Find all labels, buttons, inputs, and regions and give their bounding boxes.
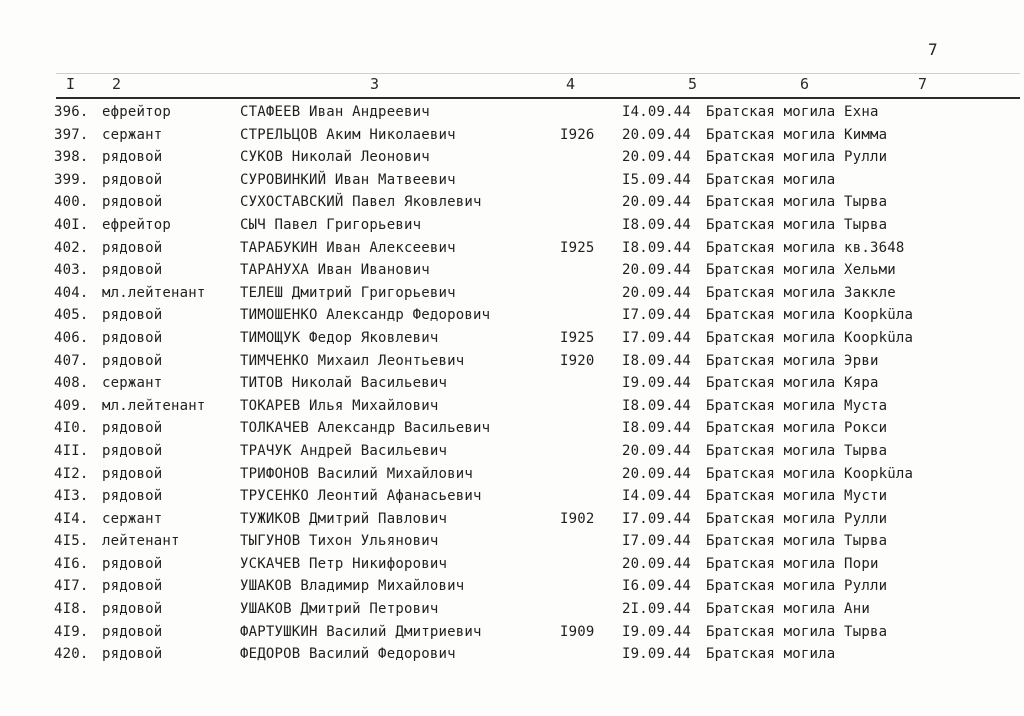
row-burial-place: Братская могила Коорküла bbox=[706, 465, 914, 482]
row-birth-year: I925 bbox=[560, 329, 595, 346]
row-burial-place: Братская могила Рулли bbox=[706, 510, 888, 527]
row-number: 4I4. bbox=[54, 510, 89, 527]
column-header-5: 5 bbox=[688, 75, 698, 93]
row-number: 399. bbox=[54, 171, 89, 188]
row-rank: рядовой bbox=[102, 239, 163, 256]
row-rank: рядовой bbox=[102, 488, 163, 505]
row-number: 40I. bbox=[54, 216, 89, 233]
row-full-name: УСКАЧЕВ Петр Никифорович bbox=[240, 555, 448, 572]
row-death-date: I8.09.44 bbox=[622, 397, 692, 414]
row-number: 4I5. bbox=[54, 533, 89, 550]
row-number: 4I2. bbox=[54, 465, 89, 482]
row-death-date: I5.09.44 bbox=[622, 171, 692, 188]
column-header-2: 2 bbox=[112, 75, 122, 93]
list-row bbox=[0, 238, 1024, 261]
row-rank: лейтенант bbox=[102, 533, 180, 550]
row-rank: рядовой bbox=[102, 171, 163, 188]
column-header-4: 4 bbox=[566, 75, 576, 93]
row-full-name: ТЕЛЕШ Дмитрий Григорьевич bbox=[240, 284, 456, 301]
list-row bbox=[0, 464, 1024, 487]
row-death-date: I8.09.44 bbox=[622, 216, 692, 233]
list-row bbox=[0, 192, 1024, 215]
row-death-date: 20.09.44 bbox=[622, 284, 692, 301]
row-burial-place: Братская могила Кяра bbox=[706, 375, 879, 392]
list-row bbox=[0, 283, 1024, 306]
row-full-name: ТИМЧЕНКО Михаил Леонтьевич bbox=[240, 352, 465, 369]
row-full-name: УШАКОВ Владимир Михайлович bbox=[240, 578, 465, 595]
row-burial-place: Братская могила bbox=[706, 646, 836, 663]
row-death-date: I4.09.44 bbox=[622, 104, 692, 120]
row-number: 420. bbox=[54, 646, 89, 663]
row-death-date: I7.09.44 bbox=[622, 533, 692, 550]
row-birth-year: I925 bbox=[560, 239, 595, 256]
row-death-date: I7.09.44 bbox=[622, 510, 692, 527]
list-row bbox=[0, 418, 1024, 441]
row-rank: рядовой bbox=[102, 307, 163, 324]
column-header-6: 6 bbox=[800, 75, 810, 93]
row-full-name: СТАФЕЕВ Иван Андреевич bbox=[240, 104, 430, 120]
row-full-name: ТРАЧУК Андрей Васильевич bbox=[240, 442, 448, 459]
row-burial-place: Братская могила Коорküла bbox=[706, 307, 914, 324]
row-full-name: СТРЕЛЬЦОВ Аким Николаевич bbox=[240, 126, 456, 143]
row-death-date: I6.09.44 bbox=[622, 578, 692, 595]
row-rank: рядовой bbox=[102, 329, 163, 346]
row-number: 4I3. bbox=[54, 488, 89, 505]
row-number: 408. bbox=[54, 375, 89, 392]
row-number: 407. bbox=[54, 352, 89, 369]
row-full-name: СУХОСТАВСКИЙ Павел Яковлевич bbox=[240, 194, 482, 211]
row-burial-place: Братская могила Ехна bbox=[706, 104, 879, 120]
list-row bbox=[0, 373, 1024, 396]
row-full-name: СУКОВ Николай Леонович bbox=[240, 149, 430, 166]
row-rank: сержант bbox=[102, 126, 163, 143]
row-rank: рядовой bbox=[102, 149, 163, 166]
column-header-3: 3 bbox=[370, 75, 380, 93]
row-number: 397. bbox=[54, 126, 89, 143]
row-number: 4I6. bbox=[54, 555, 89, 572]
row-rank: ефрейтор bbox=[102, 104, 172, 120]
row-full-name: СУРОВИНКИЙ Иван Матвеевич bbox=[240, 171, 456, 188]
row-death-date: 2I.09.44 bbox=[622, 601, 692, 618]
row-burial-place: Братская могила Коорküла bbox=[706, 329, 914, 346]
list-row bbox=[0, 622, 1024, 645]
row-rank: рядовой bbox=[102, 262, 163, 279]
list-row bbox=[0, 215, 1024, 238]
row-burial-place: Братская могила Эрви bbox=[706, 352, 879, 369]
row-burial-place: Братская могила Ани bbox=[706, 601, 870, 618]
row-burial-place: Братская могила Хельми bbox=[706, 262, 896, 279]
row-death-date: I7.09.44 bbox=[622, 329, 692, 346]
row-full-name: ТУЖИКОВ Дмитрий Павлович bbox=[240, 510, 448, 527]
list-row bbox=[0, 644, 1024, 667]
row-death-date: I7.09.44 bbox=[622, 307, 692, 324]
row-number: 404. bbox=[54, 284, 89, 301]
row-death-date: I9.09.44 bbox=[622, 623, 692, 640]
burial-list bbox=[0, 102, 1024, 667]
row-rank: мл.лейтенант bbox=[102, 397, 206, 414]
row-death-date: 20.09.44 bbox=[622, 149, 692, 166]
row-rank: рядовой bbox=[102, 420, 163, 437]
row-number: 4I7. bbox=[54, 578, 89, 595]
row-burial-place: Братская могила Тырва bbox=[706, 623, 888, 640]
row-number: 4II. bbox=[54, 442, 89, 459]
row-death-date: I8.09.44 bbox=[622, 420, 692, 437]
row-full-name: ТИМОЩУК Федор Яковлевич bbox=[240, 329, 439, 346]
column-header-row bbox=[0, 75, 1024, 95]
row-death-date: I8.09.44 bbox=[622, 239, 692, 256]
row-number: 406. bbox=[54, 329, 89, 346]
row-full-name: СЫЧ Павел Григорьевич bbox=[240, 216, 422, 233]
row-death-date: 20.09.44 bbox=[622, 194, 692, 211]
list-row bbox=[0, 305, 1024, 328]
top-faint-rule bbox=[56, 73, 1020, 74]
row-number: 4I9. bbox=[54, 623, 89, 640]
list-row bbox=[0, 441, 1024, 464]
row-burial-place: Братская могила Рулли bbox=[706, 578, 888, 595]
list-row bbox=[0, 125, 1024, 148]
row-burial-place: Братская могила Тырва bbox=[706, 194, 888, 211]
row-number: 4I8. bbox=[54, 601, 89, 618]
row-rank: ефрейтор bbox=[102, 216, 172, 233]
row-burial-place: Братская могила Тырва bbox=[706, 216, 888, 233]
row-full-name: ТАРАНУХА Иван Иванович bbox=[240, 262, 430, 279]
row-burial-place: Братская могила кв.3648 bbox=[706, 239, 905, 256]
row-full-name: ТЫГУНОВ Тихон Ульянович bbox=[240, 533, 439, 550]
row-number: 4I0. bbox=[54, 420, 89, 437]
row-birth-year: I909 bbox=[560, 623, 595, 640]
row-death-date: 20.09.44 bbox=[622, 442, 692, 459]
row-number: 396. bbox=[54, 104, 89, 120]
row-rank: рядовой bbox=[102, 194, 163, 211]
list-row bbox=[0, 170, 1024, 193]
row-burial-place: Братская могила Рулли bbox=[706, 149, 888, 166]
column-header-7: 7 bbox=[918, 75, 928, 93]
list-row bbox=[0, 102, 1024, 125]
row-rank: сержант bbox=[102, 510, 163, 527]
list-row bbox=[0, 554, 1024, 577]
list-row bbox=[0, 396, 1024, 419]
row-full-name: ТРУСЕНКО Леонтий Афанасьевич bbox=[240, 488, 482, 505]
row-full-name: ФЕДОРОВ Василий Федорович bbox=[240, 646, 456, 663]
row-rank: рядовой bbox=[102, 352, 163, 369]
row-rank: рядовой bbox=[102, 555, 163, 572]
header-rule bbox=[56, 97, 1020, 99]
row-number: 402. bbox=[54, 239, 89, 256]
row-death-date: I9.09.44 bbox=[622, 375, 692, 392]
column-header-1: I bbox=[66, 75, 76, 93]
row-full-name: ТОЛКАЧЕВ Александр Васильевич bbox=[240, 420, 491, 437]
row-birth-year: I926 bbox=[560, 126, 595, 143]
row-burial-place: Братская могила Тырва bbox=[706, 533, 888, 550]
list-row bbox=[0, 260, 1024, 283]
row-burial-place: Братская могила bbox=[706, 171, 836, 188]
row-birth-year: I920 bbox=[560, 352, 595, 369]
row-full-name: ФАРТУШКИН Василий Дмитриевич bbox=[240, 623, 482, 640]
row-death-date: 20.09.44 bbox=[622, 126, 692, 143]
row-burial-place: Братская могила Рокси bbox=[706, 420, 888, 437]
list-row bbox=[0, 328, 1024, 351]
row-number: 398. bbox=[54, 149, 89, 166]
row-full-name: ТИТОВ Николай Васильевич bbox=[240, 375, 448, 392]
row-rank: мл.лейтенант bbox=[102, 284, 206, 301]
row-rank: сержант bbox=[102, 375, 163, 392]
row-full-name: УШАКОВ Дмитрий Петрович bbox=[240, 601, 439, 618]
list-row bbox=[0, 531, 1024, 554]
row-full-name: ТИМОШЕНКО Александр Федорович bbox=[240, 307, 491, 324]
row-death-date: 20.09.44 bbox=[622, 465, 692, 482]
row-death-date: I8.09.44 bbox=[622, 352, 692, 369]
row-number: 403. bbox=[54, 262, 89, 279]
list-row bbox=[0, 351, 1024, 374]
row-rank: рядовой bbox=[102, 442, 163, 459]
list-row bbox=[0, 599, 1024, 622]
row-number: 405. bbox=[54, 307, 89, 324]
row-death-date: I9.09.44 bbox=[622, 646, 692, 663]
list-row bbox=[0, 486, 1024, 509]
row-death-date: 20.09.44 bbox=[622, 262, 692, 279]
row-rank: рядовой bbox=[102, 465, 163, 482]
row-burial-place: Братская могила Заккле bbox=[706, 284, 896, 301]
list-row bbox=[0, 509, 1024, 532]
row-full-name: ТОКАРЕВ Илья Михайлович bbox=[240, 397, 439, 414]
row-birth-year: I902 bbox=[560, 510, 595, 527]
row-death-date: I4.09.44 bbox=[622, 488, 692, 505]
row-burial-place: Братская могила Тырва bbox=[706, 442, 888, 459]
page-number: 7 bbox=[928, 40, 938, 59]
row-rank: рядовой bbox=[102, 646, 163, 663]
row-death-date: 20.09.44 bbox=[622, 555, 692, 572]
row-number: 409. bbox=[54, 397, 89, 414]
row-burial-place: Братская могила Мусти bbox=[706, 488, 888, 505]
list-row bbox=[0, 147, 1024, 170]
list-row bbox=[0, 576, 1024, 599]
row-burial-place: Братская могила Муста bbox=[706, 397, 888, 414]
row-full-name: ТРИФОНОВ Василий Михайлович bbox=[240, 465, 473, 482]
row-burial-place: Братская могила Пори bbox=[706, 555, 879, 572]
row-full-name: ТАРАБУКИН Иван Алексеевич bbox=[240, 239, 456, 256]
row-number: 400. bbox=[54, 194, 89, 211]
row-rank: рядовой bbox=[102, 578, 163, 595]
row-rank: рядовой bbox=[102, 601, 163, 618]
row-rank: рядовой bbox=[102, 623, 163, 640]
row-burial-place: Братская могила Кимма bbox=[706, 126, 888, 143]
